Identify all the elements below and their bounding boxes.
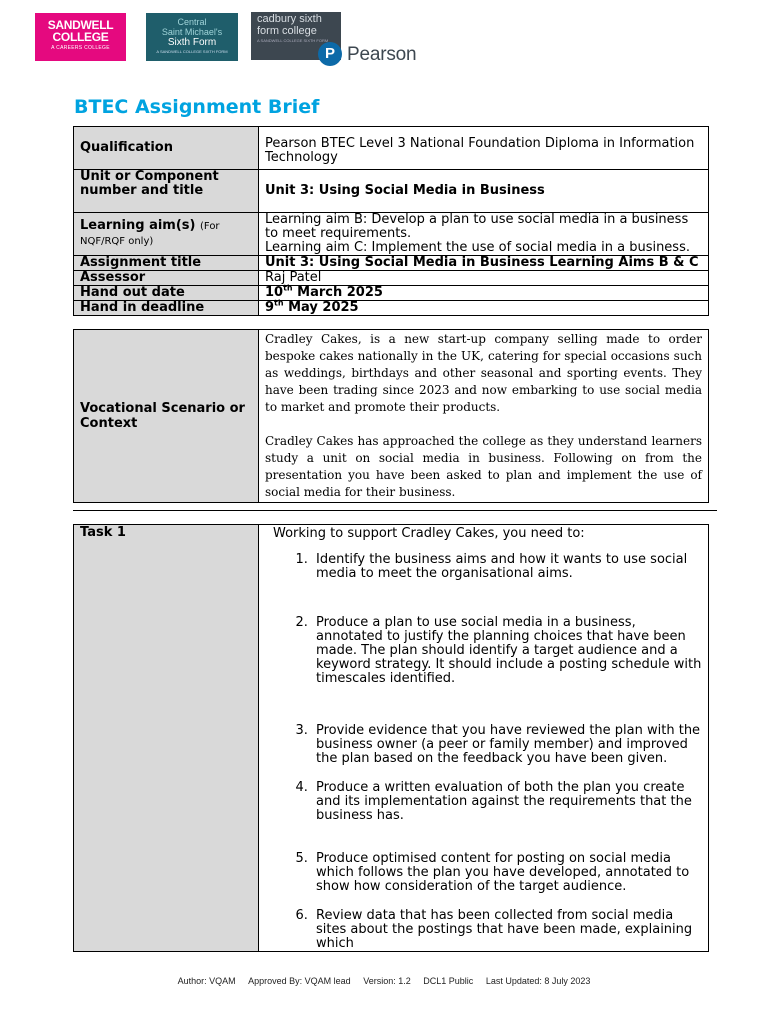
date-suffix: th xyxy=(283,283,293,293)
logo-text: SANDWELL xyxy=(47,18,114,32)
page-title: BTEC Assignment Brief xyxy=(74,96,320,118)
date-rest: May 2025 xyxy=(283,300,359,315)
footer-approved: Approved By: VQAM lead xyxy=(248,976,351,986)
footer-updated: Last Updated: 8 July 2023 xyxy=(485,976,591,986)
logo-text: A CAREERS COLLEGE xyxy=(51,45,110,51)
table-row xyxy=(74,525,709,952)
scenario-paragraph: Cradley Cakes has approached the college as they understand learners study a unit on social media in business. Following on from the presentation you have been asked to plan and implement the use of social media for their business. xyxy=(265,434,702,499)
unit-label: Unit or Component number and title xyxy=(74,170,259,213)
assignment-title-label: Assignment title xyxy=(74,256,259,271)
scenario-table xyxy=(73,329,709,503)
assignment-title-value: Unit 3: Using Social Media in Business Learning Aims B & C xyxy=(259,256,709,271)
logo-text: Saint Michael's xyxy=(161,27,223,37)
table-row xyxy=(74,271,709,286)
learning-aims-label-text: Learning aim(s) xyxy=(80,218,196,233)
table-row xyxy=(74,213,709,256)
sandwell-college-logo xyxy=(35,13,126,61)
task-table xyxy=(73,524,709,952)
date-rest: March 2025 xyxy=(292,285,383,300)
table-row xyxy=(74,170,709,213)
logo-text: A SANDWELL COLLEGE SIXTH FORM xyxy=(156,49,228,54)
logo-text: COLLEGE xyxy=(52,30,109,44)
scenario-value xyxy=(259,330,709,503)
task-content xyxy=(259,525,709,952)
section-divider xyxy=(73,510,717,511)
page-footer xyxy=(0,976,768,986)
logo-text: Sixth Form xyxy=(167,37,217,48)
footer-author: Author: VQAM xyxy=(177,976,236,986)
list-item: 6. Review data that has been collected from social media sites about the postings that have been made, explaining which xyxy=(312,909,702,951)
logo-text: A SANDWELL COLLEGE SIXTH FORM xyxy=(257,38,329,43)
task-intro: Working to support Cradley Cakes, you need to: xyxy=(273,526,585,541)
list-item: 1. Identify the business aims and how it wants to use social media to meet the organisational aims. xyxy=(312,553,702,581)
task-label: Task 1 xyxy=(74,525,259,952)
table-row xyxy=(74,286,709,301)
date-suffix: th xyxy=(274,298,284,308)
hand-out-date-label: Hand out date xyxy=(74,286,259,301)
logo-text: form college xyxy=(257,25,317,37)
pearson-logo-icon: P xyxy=(318,42,342,66)
list-item: 5. Produce optimised content for posting on social media which follows the plan you have developed, annotated to show how consideration of the target audience. xyxy=(312,852,702,894)
list-item: 2. Produce a plan to use social media in a business, annotated to justify the planning choices that have been made. The plan should identify a target audience and a keyword strategy. It should include a posting schedule with timescales identified. xyxy=(312,616,702,686)
logo-text: cadbury sixth xyxy=(257,13,322,25)
paragraph-spacer xyxy=(265,416,702,433)
brief-details-table xyxy=(73,126,709,316)
logo-text: Central xyxy=(177,17,207,27)
table-row xyxy=(74,301,709,316)
footer-version: Version: 1.2 xyxy=(363,976,411,986)
assessor-label: Assessor xyxy=(74,271,259,286)
scenario-paragraph: Cradley Cakes, is a new start-up company selling made to order bespoke cakes nationally in the UK, catering for special occasions such as weddings, birthdays and other seasonal and sporting events. They have been trading since 2023 and now embarking to use social media to market and promote their products. xyxy=(265,332,702,414)
date-day: 10 xyxy=(265,285,284,300)
learning-aims-note: (For NQF/RQF only) xyxy=(80,221,220,247)
table-row xyxy=(74,330,709,503)
table-row xyxy=(74,256,709,271)
hand-out-date-value xyxy=(259,283,709,301)
hand-in-deadline-value xyxy=(259,298,709,316)
table-row xyxy=(74,127,709,170)
task-list xyxy=(265,553,702,951)
learning-aims-label xyxy=(74,213,259,256)
assessor-value: Raj Patel xyxy=(259,271,709,286)
pearson-wordmark: Pearson xyxy=(347,44,417,65)
list-item: 4. Produce a written evaluation of both the plan you create and its implementation against the requirements that the business has. xyxy=(312,781,702,823)
date-day: 9 xyxy=(265,300,275,315)
hand-in-deadline-label: Hand in deadline xyxy=(74,301,259,316)
qualification-value: Pearson BTEC Level 3 National Foundation Diploma in Information Technology xyxy=(259,127,709,170)
learning-aims-value xyxy=(259,213,709,256)
scenario-label: Vocational Scenario or Context xyxy=(74,330,259,503)
footer-classification: DCL1 Public xyxy=(423,976,474,986)
learning-aim-c: Learning aim C: Implement the use of social media in a business. xyxy=(265,240,690,255)
list-item: 3. Provide evidence that you have reviewed the plan with the business owner (a peer or family member) and improved the plan based on the feedback you have been given. xyxy=(312,724,702,766)
logo-bar xyxy=(0,0,768,80)
learning-aim-b: Learning aim B: Develop a plan to use social media in a business to meet requirements. xyxy=(265,212,689,241)
qualification-label: Qualification xyxy=(74,127,259,170)
central-saint-michaels-logo xyxy=(146,13,238,61)
unit-value: Unit 3: Using Social Media in Business xyxy=(259,170,709,213)
